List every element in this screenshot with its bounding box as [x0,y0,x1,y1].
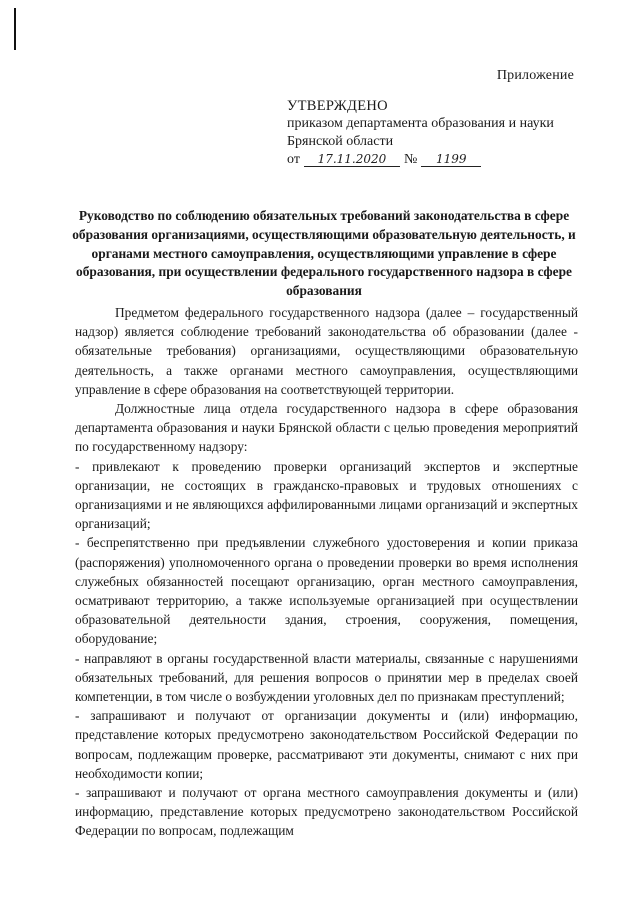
list-item: - запрашивают и получают от органа местного самоуправления документы и (или) информацию, представление которых предусмотрено законодательством Российской Федерации по вопросам, подлежащим [75,785,578,839]
date-prefix: от [287,152,300,167]
list-item: - привлекают к проведению проверки организаций экспертов и экспертные организации, не состоящих в гражданско-правовых и трудовых отношениях с организациями и не являющихся аффилированными лицами организаций и экспертных организаций; [75,458,578,532]
list-item: - запрашивают и получают от организации документы и (или) информацию, представление которых предусмотрено законодательством Российской Федерации по вопросам, подлежащим проверке, рассматривают эти документы, снимают с них при необходимости копии; [75,708,578,781]
scan-margin-mark [14,8,16,50]
approval-order-line: приказом департамента образования и науки [287,116,554,131]
appendix-label: Приложение [496,68,574,83]
list-item: - беспрепятственно при предъявлении служебного удостоверения и копии приказа (распоряжения) уполномоченного органа о проведении проверки во время исполнения служебных обязанностей посещают организацию, орган местного самоуправления, осматривают территорию, а также используемые организацией при осуществлении образовательной деятельности здания, строения, сооружения, помещения, оборудование; [75,535,578,647]
list-item: - направляют в органы государственной власти материалы, связанные с нарушениями обязательных требований, для решения вопросов о принятии мер в пределах своей компетенции, в том числе о возбуждении уголовных дел по признакам преступлений; [75,650,578,705]
handwritten-date: 17.11.2020 [304,153,400,167]
paragraph-officials: Должностные лица отдела государственного надзора в сфере образования департамента образования и науки Брянской области с целью проведения мероприятий по государственному надзору: [75,401,578,455]
paragraph-subject: Предметом федерального государственного надзора (далее – государственный надзор) является соблюдение требований законодательства об образовании (далее - обязательные требования) организациями, осуществляющими образовательную деятельность, а также органами местного самоуправления, осуществляющими управление в сфере образования на соответствующей территории. [75,305,578,397]
handwritten-number: 1199 [421,153,481,167]
approval-date-line [287,151,554,169]
number-sign: № [403,152,418,167]
approved-heading: УТВЕРЖДЕНО [287,98,388,114]
document-body [75,303,578,841]
approval-block [287,97,554,169]
approval-region-line: Брянской области [287,134,394,149]
document-title: Руководство по соблюдению обязательных требований законодательства в сфере образования организациями, осуществляющими образовательную деятельность, и органами местного самоуправления, осуществляющими управление в сфере образования, при осуществлении федерального государственного надзора в сфере образования [72,208,576,299]
